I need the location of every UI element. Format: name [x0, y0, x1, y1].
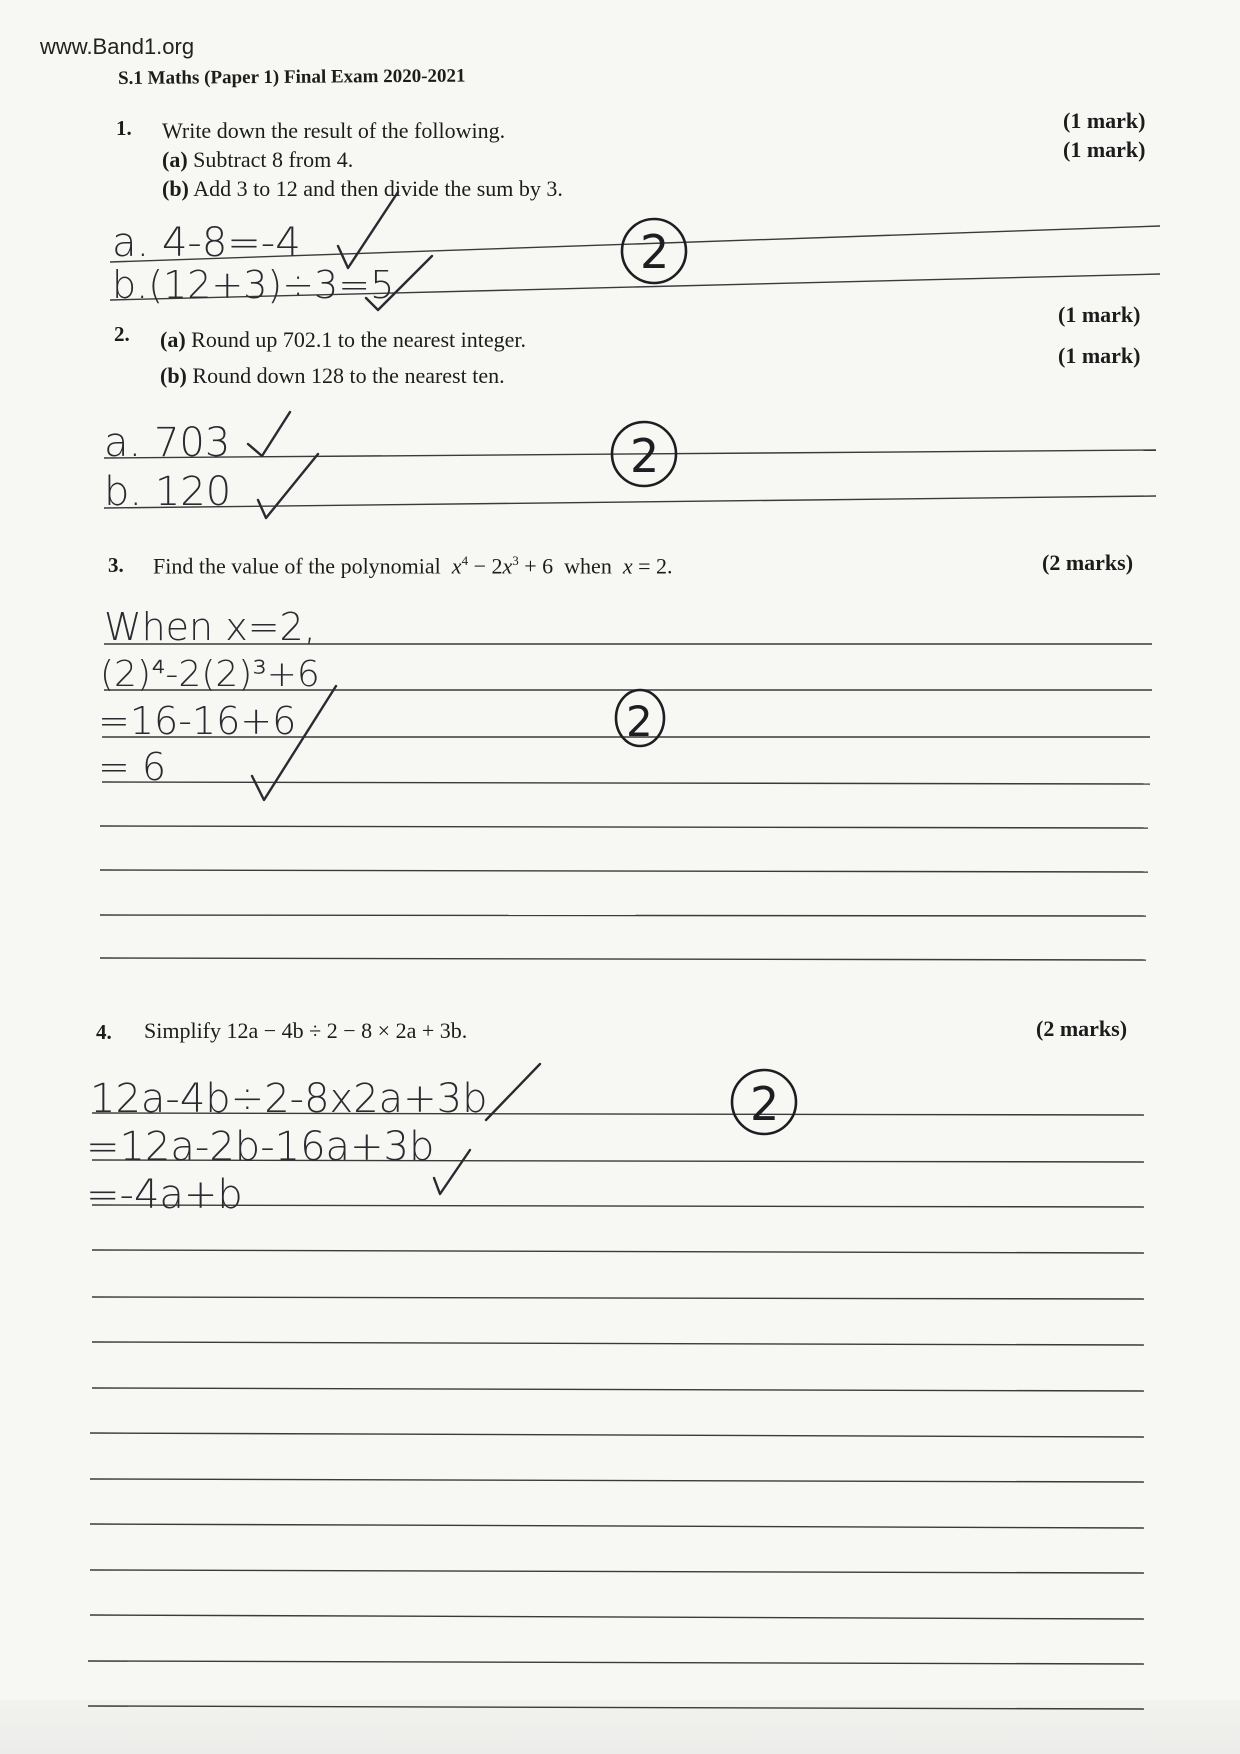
q1-marks-b: (1 mark) — [1063, 137, 1146, 162]
exam-title: S.1 Maths (Paper 1) Final Exam 2020-2021 — [118, 65, 466, 89]
q3-answer-3: =16-16+6 — [98, 699, 297, 743]
q2-tick-2 — [258, 454, 318, 518]
q1-marks-a: (1 mark) — [1063, 108, 1146, 133]
q2-b-label: (b) — [160, 363, 187, 388]
q2-marks-b: (1 mark) — [1058, 343, 1141, 368]
q2-answer-1: a. 703 — [104, 420, 231, 466]
q4-text: Simplify 12a − 4b ÷ 2 − 8 × 2a + 3b. — [144, 1018, 468, 1043]
q2-tick-1 — [248, 412, 290, 456]
q3-math-x1: x — [451, 553, 462, 579]
q3-cond-x: x — [622, 553, 633, 579]
q3-exp4: 4 — [461, 553, 469, 568]
q4-marks: (2 marks) — [1036, 1016, 1128, 1041]
q3-text-when: when — [564, 553, 612, 579]
q3-math-end: + 6 — [518, 553, 554, 579]
q2-number: 2. — [114, 322, 130, 346]
q3-exp3: 3 — [512, 553, 519, 568]
q3-cond-eq: = 2. — [632, 553, 673, 579]
q4-answer-3: =-4a+b — [86, 1172, 243, 1218]
q3-score: 2 — [626, 697, 653, 746]
q2-marks-a: (1 mark) — [1058, 302, 1141, 327]
q1-tick-1 — [338, 192, 398, 268]
q1-answer-2: b.(12+3)÷3=5 — [112, 263, 395, 307]
q3-answer-4: = 6 — [98, 745, 167, 789]
q2-b-text: Round down 128 to the nearest ten. — [192, 363, 505, 388]
q1-a-text: Subtract 8 from 4. — [193, 147, 354, 172]
q3-text-before: Find the value of the polynomial — [153, 553, 441, 579]
q3-answer-2: (2)⁴-2(2)³+6 — [100, 654, 320, 695]
q3-math-mid: − 2 — [468, 553, 503, 579]
q1-a-label: (a) — [162, 147, 188, 172]
q4-number: 4. — [96, 1020, 112, 1044]
q4-tick-1 — [486, 1064, 540, 1120]
q4-score: 2 — [750, 1077, 780, 1131]
q2-answer-2: b. 120 — [104, 469, 232, 515]
q3-answer-1: When x=2, — [104, 605, 316, 649]
q1-text: Write down the result of the following. — [162, 118, 506, 143]
q2-score: 2 — [630, 429, 660, 483]
watermark: www.Band1.org — [40, 34, 195, 59]
q1-b-label: (b) — [162, 176, 189, 201]
q2-a-text: Round up 702.1 to the nearest integer. — [191, 327, 526, 352]
q4-answer-2: =12a-2b-16a+3b — [86, 1124, 435, 1170]
q4-answer-1: 12a-4b÷2-8x2a+3b — [90, 1076, 488, 1122]
q1-b-text: Add 3 to 12 and then divide the sum by 3. — [193, 176, 563, 201]
q3-number: 3. — [108, 553, 124, 577]
q4-tick-2 — [434, 1150, 470, 1194]
q3-marks: (2 marks) — [1042, 550, 1134, 575]
q2-a-label: (a) — [160, 327, 186, 352]
q1-number: 1. — [116, 116, 132, 140]
q3-math-x2: x — [502, 553, 513, 579]
q1-answer-1: a. 4-8=-4 — [112, 220, 301, 266]
q1-score: 2 — [640, 225, 670, 279]
